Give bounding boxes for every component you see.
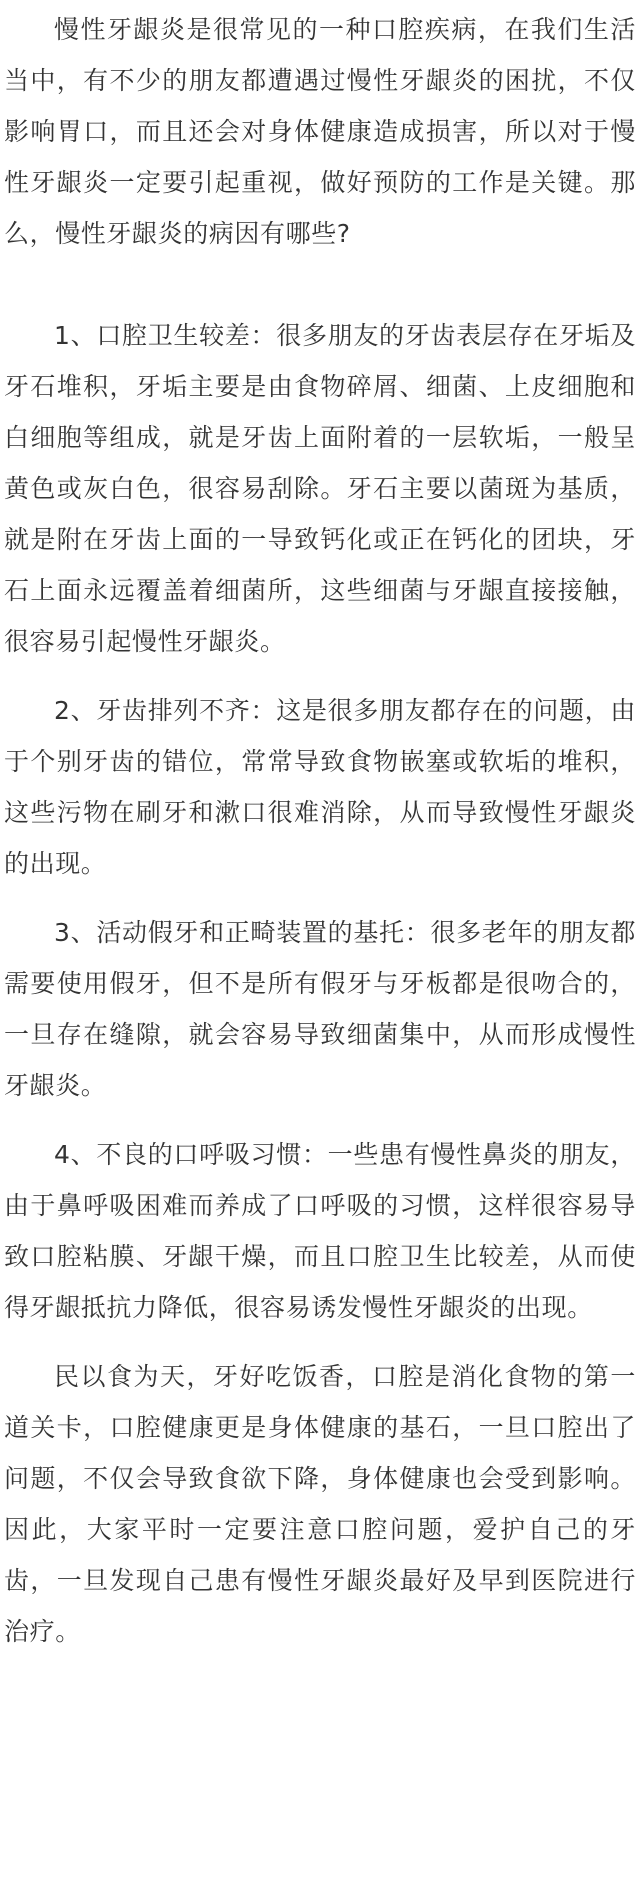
cause-paragraph-3: 3、活动假牙和正畸装置的基托：很多老年的朋友都需要使用假牙，但不是所有假牙与牙板都是很吻合的，一旦存在缝隙，就会容易导致细菌集中，从而形成慢性牙龈炎。 <box>4 918 636 1100</box>
conclusion-paragraph: 民以食为天，牙好吃饭香，口腔是消化食物的第一道关卡，口腔健康更是身体健康的基石，一旦口腔出了问题，不仅会导致食欲下降，身体健康也会受到影响。因此，大家平时一定要注意口腔问题，爱护自己的牙齿，一旦发现自己患有慢性牙龈炎最好及早到医院进行治疗。 <box>4 1362 636 1646</box>
cause-paragraph-2: 2、牙齿排列不齐：这是很多朋友都存在的问题，由于个别牙齿的错位，常常导致食物嵌塞或软垢的堆积，这些污物在刷牙和漱口很难消除，从而导致慢性牙龈炎的出现。 <box>4 696 636 878</box>
intro-paragraph: 慢性牙龈炎是很常见的一种口腔疾病，在我们生活当中，有不少的朋友都遭遇过慢性牙龈炎的困扰，不仅影响胃口，而且还会对身体健康造成损害，所以对于慢性牙龈炎一定要引起重视，做好预防的工作是关键。那么，慢性牙龈炎的病因有哪些? <box>4 15 636 248</box>
cause-paragraph-4: 4、不良的口呼吸习惯：一些患有慢性鼻炎的朋友，由于鼻呼吸困难而养成了口呼吸的习惯，这样很容易导致口腔粘膜、牙龈干燥，而且口腔卫生比较差，从而使得牙龈抵抗力降低，很容易诱发慢性牙龈炎的出现。 <box>4 1140 636 1322</box>
cause-paragraph-1: 1、口腔卫生较差：很多朋友的牙齿表层存在牙垢及牙石堆积，牙垢主要是由食物碎屑、细菌、上皮细胞和白细胞等组成，就是牙齿上面附着的一层软垢，一般呈黄色或灰白色，很容易刮除。牙石主要以菌斑为基质，就是附在牙齿上面的一导致钙化或正在钙化的团块，牙石上面永远覆盖着细菌所，这些细菌与牙龈直接接触，很容易引起慢性牙龈炎。 <box>4 321 636 656</box>
